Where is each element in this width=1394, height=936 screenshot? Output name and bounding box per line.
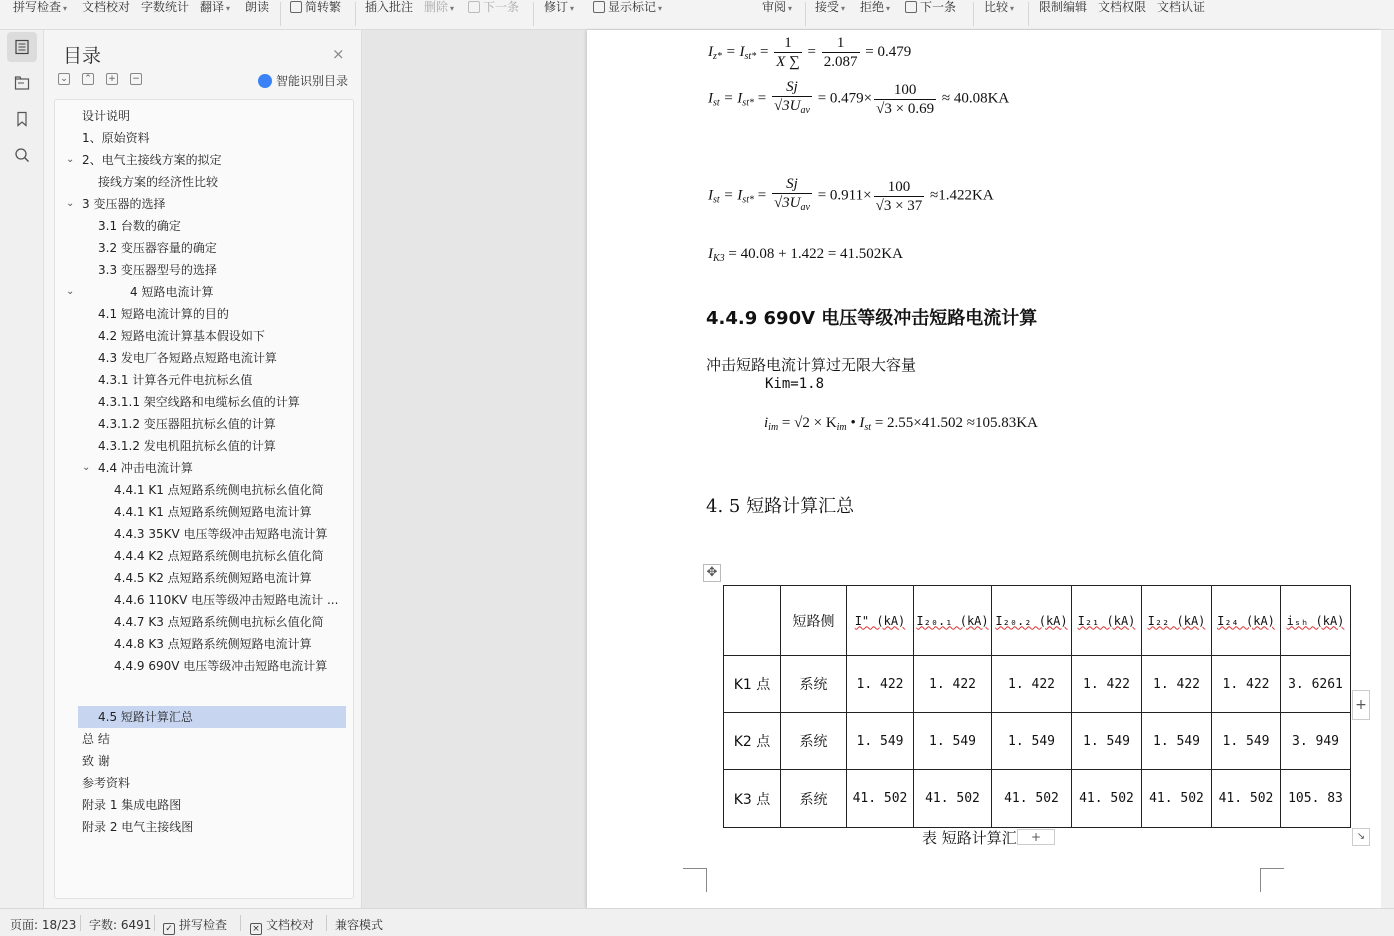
table-cell[interactable]: 1. 549 <box>1212 713 1281 770</box>
show-markup-button[interactable]: 显示标记 ▾ <box>593 0 662 14</box>
toc-panel <box>44 30 362 908</box>
compat-mode: 兼容模式 <box>335 918 384 932</box>
translate-button[interactable]: 翻译 ▾ <box>200 0 231 14</box>
table-cell[interactable]: 1. 422 <box>992 656 1072 713</box>
table-cell[interactable]: K2 点 <box>724 713 781 770</box>
table-cell[interactable]: I₂₁ (kA) <box>1072 586 1142 656</box>
formula-iz: $I_{z*} = I_{st*}$ = $\frac{1}{X \sum}$ = $\frac{1}{2.087}$ = 0.479 <box>708 35 912 70</box>
table-cell[interactable]: iₛₕ (kA) <box>1281 586 1351 656</box>
expand-all-icon[interactable]: ⌃ <box>82 73 94 85</box>
markup-icon <box>593 1 605 13</box>
delete-comment-button[interactable]: 删除 ▾ <box>424 0 455 14</box>
page-indicator[interactable]: 页面: 18/23 <box>10 918 77 932</box>
short-circuit-table <box>723 585 1351 828</box>
convert-icon <box>290 1 302 13</box>
table-cell[interactable] <box>724 586 781 656</box>
toc-item[interactable]: 4.3 发电厂各短路点短路电流计算 <box>98 351 277 365</box>
close-icon[interactable]: × <box>332 45 345 63</box>
formula-ist-069: $I_{st} = I_{st*}$ = $\frac{Sj}{√3U_{av}}$ = 0.479× $\frac{100}{√3 \times 0.69}$ ≈ 40.08KA <box>708 79 1010 117</box>
table-cell[interactable]: 1. 549 <box>1142 713 1212 770</box>
add-column-button[interactable]: + <box>1352 690 1370 720</box>
toc-item[interactable]: 4.4.5 K2 点短路系统侧短路电流计算 <box>114 571 312 585</box>
table-header-row <box>724 586 1351 656</box>
table-cell[interactable]: 41. 502 <box>1142 770 1212 828</box>
toc-item[interactable]: 4.4.4 K2 点短路系统侧电抗标幺值化简 <box>114 549 324 563</box>
status-spell-check[interactable]: ✓ 拼写检查 <box>163 916 227 935</box>
toc-list <box>54 99 354 899</box>
check-icon: ✓ <box>163 923 175 935</box>
toc-item[interactable]: ⌄ 2、电气主接线方案的拟定 <box>55 149 353 171</box>
toc-item[interactable]: 4.4.1 K1 点短路系统侧电抗标幺值化简 <box>114 483 324 497</box>
status-bar <box>0 908 1394 936</box>
track-changes-button[interactable]: 修订 ▾ <box>544 0 575 14</box>
toc-item[interactable]: 4.3.1 计算各元件电抗标幺值 <box>98 373 253 387</box>
bookmark-icon[interactable] <box>7 104 37 134</box>
smart-toc-button[interactable]: 智能识别目录 <box>258 72 348 89</box>
table-cell[interactable]: 1. 549 <box>1072 713 1142 770</box>
next-icon <box>468 1 480 13</box>
toc-item[interactable]: 4.1 短路电流计算的目的 <box>98 307 229 321</box>
table-cell[interactable]: 1. 422 <box>847 656 914 713</box>
next-change-button[interactable]: 下一条 <box>905 0 956 14</box>
document-page[interactable] <box>587 30 1381 908</box>
table-cell[interactable]: K3 点 <box>724 770 781 828</box>
doc-proofread-button[interactable]: 文档校对 <box>82 0 131 14</box>
table-cell[interactable]: K1 点 <box>724 656 781 713</box>
toc-item[interactable]: 接线方案的经济性比较 <box>98 175 219 189</box>
read-aloud-button[interactable]: 朗读 <box>245 0 270 14</box>
restrict-editing-button[interactable]: 限制编辑 <box>1039 0 1088 14</box>
toc-item[interactable]: 设计说明 <box>82 109 131 123</box>
toc-item[interactable]: 附录 1 集成电路图 <box>82 798 182 812</box>
table-caption: 表 短路计算汇 <box>922 829 1017 847</box>
table-cell[interactable]: 41. 502 <box>847 770 914 828</box>
table-move-icon[interactable]: ✥ <box>703 564 721 582</box>
doc-permissions-button[interactable]: 文档权限 <box>1098 0 1147 14</box>
table-cell[interactable]: 1. 422 <box>1072 656 1142 713</box>
review-toolbar <box>0 0 1394 30</box>
toc-item[interactable]: 总 结 <box>82 732 110 746</box>
toc-item[interactable]: 3.3 变压器型号的选择 <box>98 263 217 277</box>
table-cell[interactable]: 41. 502 <box>1072 770 1142 828</box>
toc-item[interactable]: 致 谢 <box>82 754 110 768</box>
table-cell[interactable]: 105. 83 <box>1281 770 1351 828</box>
paragraph-impulse: 冲击短路电流计算过无限大容量 <box>706 356 917 374</box>
table-resize-icon[interactable]: ↘ <box>1352 828 1370 846</box>
toc-item[interactable]: 4.4.9 690V 电压等级冲击短路电流计算 <box>114 659 328 673</box>
proofread-icon: × <box>250 923 262 935</box>
toc-item[interactable]: ⌄ 3 变压器的选择 <box>55 193 353 215</box>
status-proofread[interactable]: × 文档校对 <box>250 916 314 935</box>
chevron-down-icon[interactable]: ⌄ <box>66 286 75 297</box>
page-corner-mark <box>683 868 707 892</box>
page-corner-mark <box>1260 868 1284 892</box>
formula-ik3: $I_{K3} = 40.08 + 1.422 = 41.502KA$ <box>708 246 903 264</box>
word-count[interactable]: 字数: 6491 <box>89 918 152 932</box>
add-row-button[interactable]: + <box>1017 829 1055 845</box>
table-cell[interactable]: 1. 422 <box>1212 656 1281 713</box>
table-cell[interactable]: 3. 949 <box>1281 713 1351 770</box>
navigation-rail <box>0 30 44 908</box>
insert-comment-button[interactable]: 插入批注 <box>365 0 414 14</box>
table-cell[interactable]: 1. 549 <box>847 713 914 770</box>
search-icon[interactable] <box>7 140 37 170</box>
collapse-all-icon[interactable]: ⌄ <box>58 73 70 85</box>
compare-button[interactable]: 比较 ▾ <box>984 0 1015 14</box>
table-cell[interactable]: I₂₂ (kA) <box>1142 586 1212 656</box>
chevron-down-icon[interactable]: ⌄ <box>66 198 75 209</box>
heading-449: 4.4.9 690V 电压等级冲击短路电流计算 <box>706 308 1038 329</box>
formula-iim: $i_{im} = √2 \times K_{im}$ • $I_{st} = 2.55\times 41.502 \approx 105.83KA$ <box>764 415 1038 433</box>
toc-item[interactable]: 4.4.6 110KV 电压等级冲击短路电流计 ... <box>114 593 339 607</box>
toc-item[interactable]: 4.2 短路电流计算基本假设如下 <box>98 329 265 343</box>
simplified-to-traditional-button[interactable]: 简转繁 <box>290 0 341 14</box>
kim-value: Kim=1.8 <box>765 376 825 392</box>
chevron-down-icon[interactable]: ⌄ <box>66 154 75 165</box>
table-cell[interactable]: I" (kA) <box>847 586 914 656</box>
toc-item[interactable]: 4.3.1.1 架空线路和电缆标幺值的计算 <box>98 395 300 409</box>
accept-button[interactable]: 接受 ▾ <box>815 0 846 14</box>
table-cell[interactable]: 系统 <box>781 770 847 828</box>
table-cell[interactable]: 1. 549 <box>914 713 992 770</box>
table-cell[interactable]: I₂₀.₂ (kA) <box>992 586 1072 656</box>
add-heading-icon[interactable]: + <box>106 73 118 85</box>
table-cell[interactable]: I₂₀.₁ (kA) <box>914 586 992 656</box>
next-comment-button[interactable]: 下一条 <box>468 0 519 14</box>
table-cell[interactable]: 1. 422 <box>914 656 992 713</box>
toc-item-selected[interactable]: 4.5 短路计算汇总 <box>78 706 346 728</box>
table-row <box>724 770 1351 828</box>
table-cell[interactable]: 1. 422 <box>1142 656 1212 713</box>
reject-button[interactable]: 拒绝 ▾ <box>860 0 891 14</box>
table-cell[interactable]: 系统 <box>781 713 847 770</box>
heading-45: 4. 5 短路计算汇总 <box>706 496 855 517</box>
table-cell[interactable]: 短路侧 <box>781 586 847 656</box>
toc-item[interactable]: ⌄ 4 短路电流计算 <box>55 281 353 303</box>
toc-item[interactable]: 附录 2 电气主接线图 <box>82 820 194 834</box>
toc-item[interactable]: 4.3.1.2 变压器阻抗标幺值的计算 <box>98 417 276 431</box>
formula-ist-37: $I_{st} = I_{st*}$ = $\frac{Sj}{√3U_{av}}$ = 0.911× $\frac{100}{√3 \times 37}$ ≈1.422KA <box>708 176 994 214</box>
table-cell[interactable]: 3. 6261 <box>1281 656 1351 713</box>
table-row <box>724 713 1351 770</box>
toc-item[interactable]: 4.4.8 K3 点短路系统侧短路电流计算 <box>114 637 312 651</box>
next-change-icon <box>905 1 917 13</box>
toc-item[interactable]: 参考资料 <box>82 776 131 790</box>
spell-check-button[interactable]: 拼写检查 ▾ <box>13 0 68 14</box>
outline-icon[interactable] <box>7 68 37 98</box>
doc-certify-button[interactable]: 文档认证 <box>1157 0 1206 14</box>
table-cell[interactable]: I₂₄ (kA) <box>1212 586 1281 656</box>
table-cell[interactable]: 41. 502 <box>914 770 992 828</box>
page-gutter <box>363 30 587 908</box>
table-cell[interactable]: 系统 <box>781 656 847 713</box>
table-cell[interactable]: 41. 502 <box>992 770 1072 828</box>
toc-item[interactable]: ⌄ 4.4 冲击电流计算 <box>55 457 353 479</box>
smart-toc-icon <box>258 74 272 88</box>
toc-item[interactable]: 4.4.1 K1 点短路系统侧短路电流计算 <box>114 505 312 519</box>
toc-icon[interactable] <box>7 32 37 62</box>
toc-title: 目录 <box>63 45 102 67</box>
remove-heading-icon[interactable]: − <box>130 73 142 85</box>
toc-item[interactable]: 1、原始资料 <box>82 131 150 145</box>
toc-item[interactable]: 4.3.1.2 发电机阻抗标幺值的计算 <box>98 439 276 453</box>
toc-item[interactable]: 4.4.7 K3 点短路系统侧电抗标幺值化简 <box>114 615 324 629</box>
vertical-scrollbar[interactable] <box>1381 30 1394 908</box>
table-row <box>724 656 1351 713</box>
toc-item[interactable]: 3.2 变压器容量的确定 <box>98 241 217 255</box>
toc-item[interactable]: 4.4.3 35KV 电压等级冲击短路电流计算 <box>114 527 328 541</box>
word-count-button[interactable]: 字数统计 <box>141 0 190 14</box>
toc-item[interactable]: 3.1 台数的确定 <box>98 219 181 233</box>
table-cell[interactable]: 1. 549 <box>992 713 1072 770</box>
table-cell[interactable]: 41. 502 <box>1212 770 1281 828</box>
review-button[interactable]: 审阅 ▾ <box>762 0 793 14</box>
chevron-down-icon[interactable]: ⌄ <box>82 462 91 473</box>
